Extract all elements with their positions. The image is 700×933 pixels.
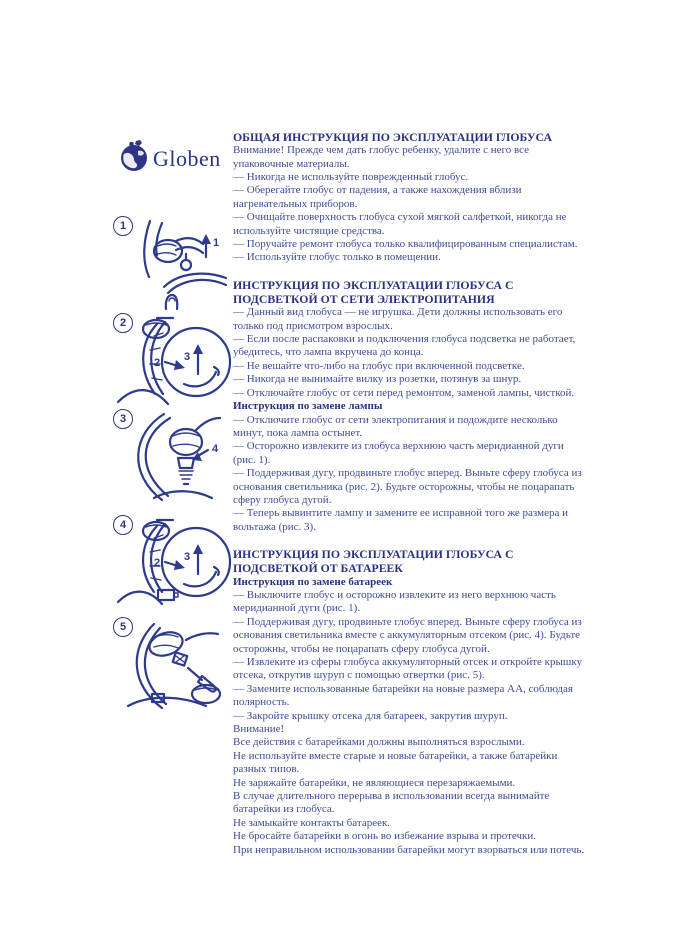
paragraph: При неправильном использовании батарейки могут взорваться или потечь. [233, 843, 585, 856]
figure-3-number-badge: 3 [113, 409, 133, 429]
paragraph: — Никогда не используйте поврежденный глобус. [233, 171, 469, 184]
svg-text:3: 3 [184, 351, 191, 363]
figure-1-number-badge: 1 [113, 216, 133, 236]
svg-text:1: 1 [213, 237, 220, 249]
paragraph: — Закройте крышку отсека для батареек, закрутив шуруп. [233, 709, 508, 722]
figure-5-number-badge: 5 [113, 617, 133, 637]
globe-logo-icon [116, 138, 152, 179]
battery-replacement-subheading: Инструкция по замене батареек [233, 575, 393, 588]
paragraph: — Отключите глобус от сети электропитания и подождите несколько минут, пока лампа остынет. [233, 413, 558, 439]
paragraph: — Поручайте ремонт глобуса только квалифицированным специалистам. [233, 238, 578, 251]
paragraph: — Теперь вывинтите лампу и замените ее исправной того же размера и вольтажа (рис. 3). [233, 507, 568, 533]
paragraph: — Если после распаковки и подключения глобуса подсветка не работает, убедитесь, что лампа вкручена до конца. [233, 333, 576, 359]
instruction-text-column [233, 130, 587, 857]
svg-text:3: 3 [184, 551, 191, 563]
paragraph: В случае длительного перерыва в использовании всегда вынимайте батарейки из глобуса. [233, 790, 550, 816]
paragraph: — Данный вид глобуса — не игрушка. Дети должны использовать его только под присмотром взрослых. [233, 306, 563, 332]
svg-text:2: 2 [154, 357, 161, 369]
paragraph: — Извлеките из сферы глобуса аккумуляторный отсек и откройте крышку отсека, открутив шуруп с помощью отвертки (рис. 5). [233, 656, 583, 682]
section-1-heading: ОБЩАЯ ИНСТРУКЦИЯ ПО ЭКСПЛУАТАЦИИ ГЛОБУСА [233, 130, 552, 144]
svg-text:4: 4 [212, 443, 219, 455]
paragraph: Не заряжайте батарейки, не являющиеся перезаряжаемыми. [233, 776, 516, 789]
paragraph: — Отключайте глобус от сети перед ремонтом, заменой лампы, чисткой. [233, 386, 575, 399]
section-2-heading: ИНСТРУКЦИЯ ПО ЭКСПЛУАТАЦИИ ГЛОБУСА С ПОДСВЕТКОЙ ОТ СЕТИ ЭЛЕКТРОПИТАНИЯ [233, 277, 514, 307]
paragraph: — Выключите глобус и осторожно извлеките из него верхнюю часть меридианной дуги (рис. 1). [233, 588, 556, 615]
paragraph: — Очищайте поверхность глобуса сухой мягкой салфеткой, никогда не используйте чистящие средства. [233, 211, 567, 237]
paragraph: — Поддерживая дугу, продвиньте глобус вперед. Выньте сферу глобуса из основания светильника (рис. 2). Будьте осторожны, чтобы не поцарапать сферу глобуса дугой. [233, 467, 582, 506]
figure-1 [110, 215, 236, 313]
paragraph: Все действия с батарейками должны выполняться взрослыми. [233, 736, 525, 749]
svg-text:2: 2 [154, 557, 161, 569]
paragraph: Не замыкайте контакты батареек. [233, 816, 391, 829]
brand-wordmark: Globen [153, 145, 221, 171]
figure-2-number-badge: 2 [113, 313, 133, 333]
figure-5 [110, 616, 236, 714]
paragraph: Не используйте вместе старые и новые батарейки, а также батарейки разных типов. [233, 749, 558, 776]
figure-2 [110, 312, 236, 410]
paragraph: Внимание! Прежде чем дать глобус ребенку, удалите с него все упаковочные материалы. [233, 144, 530, 170]
lamp-replacement-subheading: Инструкция по замене лампы [233, 400, 383, 413]
paragraph: — Используйте глобус только в помещении. [233, 251, 441, 264]
paragraph: — Не вешайте что-либо на глобус при включенной подсветке. [233, 359, 525, 372]
paragraph: — Никогда не вынимайте вилку из розетки, потянув за шнур. [233, 373, 522, 386]
paragraph: — Замените использованные батарейки на новые размера АА, соблюдая полярность. [233, 682, 573, 709]
figure-3 [110, 408, 236, 506]
figure-4-number-badge: 4 [113, 515, 133, 535]
figure-4 [110, 514, 236, 612]
paragraph: — Оберегайте глобус от падения, а также нахождения вблизи нагревательных приборов. [233, 184, 522, 210]
brand-logo [116, 138, 221, 179]
section-3-heading: ИНСТРУКЦИЯ ПО ЭКСПЛУАТАЦИИ ГЛОБУСА С ПОДСВЕТКОЙ ОТ БАТАРЕЕК [233, 547, 514, 576]
paragraph: Не бросайте батарейки в огонь во избежание взрыва и протечки. [233, 830, 537, 843]
warning-label: Внимание! [233, 723, 285, 736]
paragraph: — Поддерживая дугу, продвиньте глобус вперед. Выньте сферу глобуса из основания светильника вместе с аккумуляторным отсеком (рис. 4). Будьте осторожны, чтобы не поцарапать сферу глобуса дугой. [233, 615, 582, 655]
paragraph: — Осторожно извлеките из глобуса верхнюю часть меридианной дуги (рис. 1). [233, 440, 564, 466]
